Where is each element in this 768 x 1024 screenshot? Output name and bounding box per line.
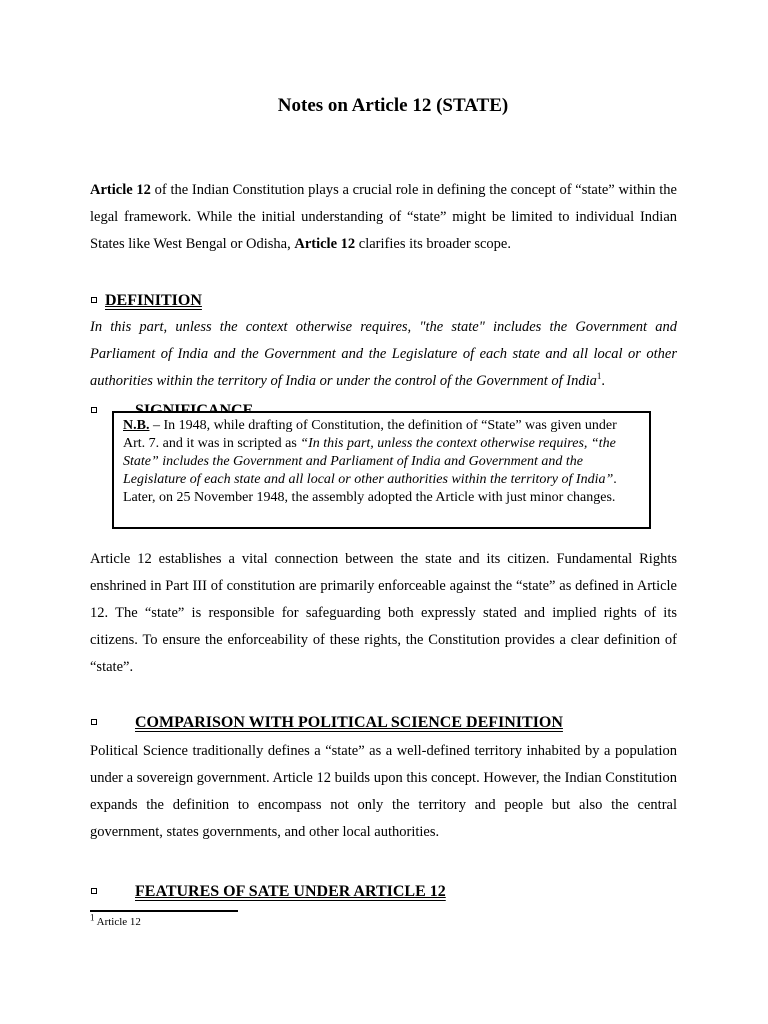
features-bullet-icon: [91, 888, 97, 894]
significance-bullet-icon: [91, 407, 97, 413]
intro-bold-article: Article 12: [90, 182, 151, 198]
nb-text-2: . Later, on 25 November 1948, the assembly adopted the Article with just minor changes.: [123, 472, 617, 505]
intro-paragraph: [90, 177, 677, 258]
definition-text: In this part, unless the context otherwise requires, "the state" includes the Government and Parliament of India and the Government and the Legislature of each state and all local or other authorities within the territory of India or under the control of the Government of India: [90, 319, 677, 389]
intro-bold-article-2: Article 12: [294, 236, 356, 252]
page-title: Notes on Article 12 (STATE): [277, 95, 509, 116]
footnote-text: Article 12: [94, 916, 141, 928]
footnote: [90, 914, 141, 930]
nb-text-1: – In 1948, while drafting of Constitution, the definition of “State” was given under Art. 7. and it was in scripted as: [123, 418, 617, 451]
definition-end: .: [601, 373, 606, 389]
features-heading: FEATURES OF SATE UNDER ARTICLE 12: [135, 883, 446, 900]
footnote-number: 1: [90, 912, 95, 923]
intro-text-1: of the Indian Constitution plays a crucial role in defining the concept of “state” within the legal framework. While the initial understanding of “state” might be limited to individual Indian States like West Bengal or Odisha,: [90, 182, 677, 252]
definition-paragraph: [90, 314, 677, 395]
comparison-heading: COMPARISON WITH POLITICAL SCIENCE DEFINITION: [135, 714, 563, 731]
comparison-bullet-icon: [91, 719, 97, 725]
significance-paragraph: Article 12 establishes a vital connection between the state and its citizen. Fundamental Rights enshrined in Part III of constitution are primarily enforceable against the “state” as defined in Article 12. The “state” is responsible for safeguarding both expressly stated and implied rights of its citizens. To ensure the enforceability of these rights, the Constitution provides a clear definition of “state”.: [90, 551, 677, 675]
definition-bullet-icon: [91, 297, 97, 303]
intro-text-2: clarifies its broader scope.: [355, 236, 511, 252]
footnote-reference[interactable]: 1: [596, 371, 602, 382]
nb-quote: “In this part, unless the context otherwise requires, “the State” includes the Government and Parliament of India and Government and the Legislature of each state and all local or other authorities within the territory of India”: [123, 436, 616, 487]
footnote-separator: [90, 910, 238, 912]
comparison-paragraph: Political Science traditionally defines a “state” as a well-defined territory inhabited by a population under a sovereign government. Article 12 builds upon this concept. However, the Indian Constitution expands the definition to encompass not only the territory and people but also the central government, states governments, and other local authorities.: [90, 743, 677, 840]
nb-text-box: [112, 411, 651, 529]
definition-heading: DEFINITION: [105, 292, 202, 309]
nb-label: N.B.: [123, 418, 150, 433]
